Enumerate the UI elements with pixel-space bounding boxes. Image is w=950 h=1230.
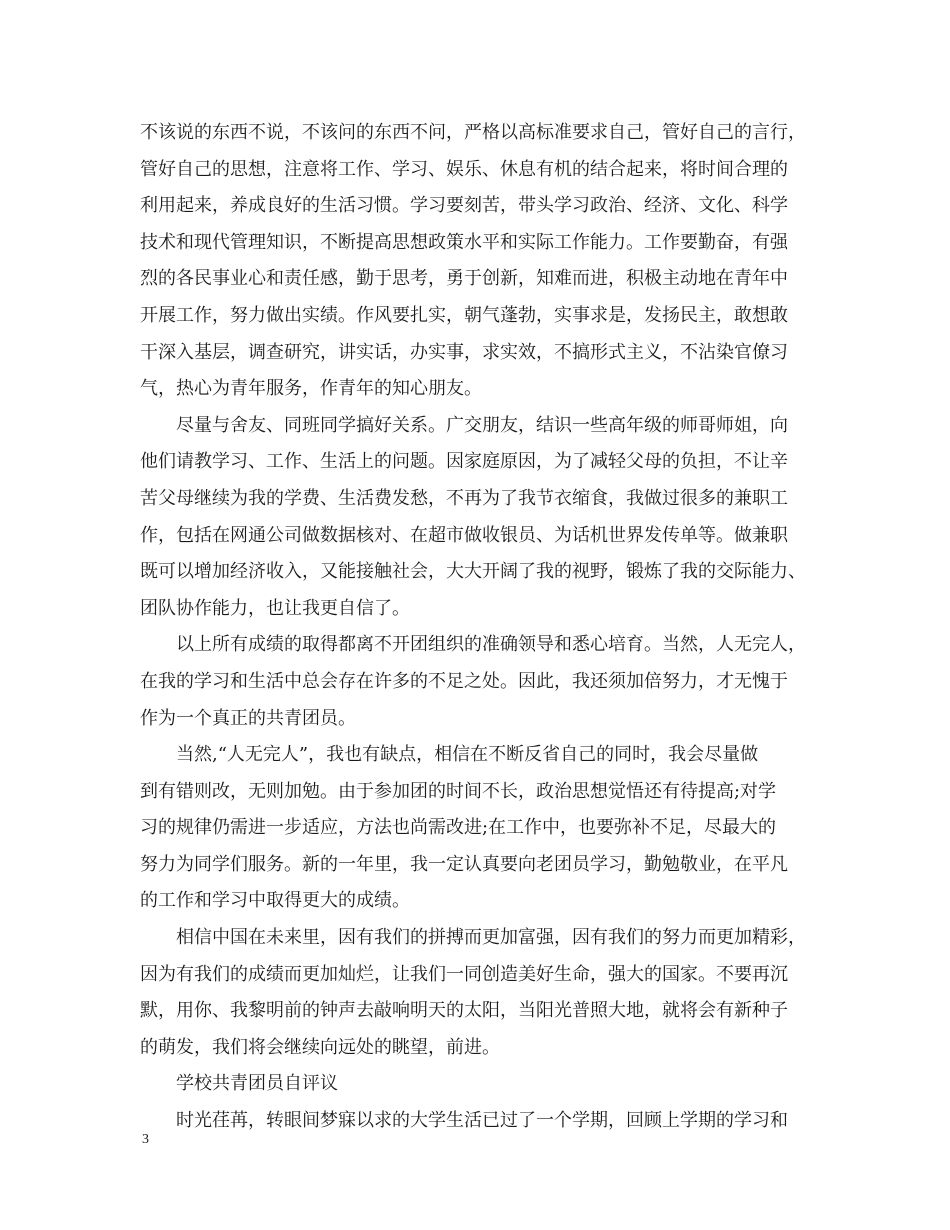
text-line: 学校共青团员自评议 [176,1073,338,1095]
text-line: 不该说的东西不说，不该问的东西不问，严格以高标准要求自己，管好自己的言行， [140,122,806,143]
text-line: 时光荏苒，转眼间梦寐以求的大学生活已过了一个学期，回顾上学期的学习和 [176,1110,788,1132]
text-line: 作为一个真正的共青团员。 [140,707,356,729]
text-line: 以上所有成绩的取得都离不开团组织的准确领导和悉心培育。当然，人无完人， [176,634,806,656]
text-line: 开展工作，努力做出实绩。作风要扎实，朝气蓬勃，实事求是，发扬民主，敢想敢 [140,304,788,326]
text-line: 的工作和学习中取得更大的成绩。 [140,890,410,912]
text-line: 在我的学习和生活中总会存在许多的不足之处。因此，我还须加倍努力，才无愧于 [140,670,788,692]
text-line: 到有错则改，无则加勉。由于参加团的时间不长，政治思想觉悟还有待提高;对学 [140,780,777,802]
text-line: 技术和现代管理知识，不断提高思想政策水平和实际工作能力。工作要勤奋，有强 [140,231,788,253]
text-line: 干深入基层，调查研究，讲实话，办实事，求实效，不搞形式主义，不沾染官僚习 [140,341,788,363]
document-body [140,115,830,1140]
text-line: 的萌发，我们将会继续向远处的眺望，前进。 [140,1036,500,1058]
text-line: 气，热心为青年服务，作青年的知心朋友。 [140,378,482,400]
text-line: 团队协作能力，也让我更自信了。 [140,597,410,619]
text-line: 他们请教学习、工作、生活上的问题。因家庭原因，为了减轻父母的负担，不让辛 [140,451,788,473]
text-line: 习的规律仍需进一步适应，方法也尚需改进;在工作中，也要弥补不足，尽最大的 [140,817,777,839]
page-number: 3 [142,1132,149,1147]
text-line: 烈的各民事业心和责任感，勤于思考，勇于创新，知难而进，积极主动地在青年中 [140,268,788,290]
text-line: 因为有我们的成绩而更加灿烂，让我们一同创造美好生命，强大的国家。不要再沉 [140,963,788,985]
text-line: 苦父母继续为我的学费、生活费发愁，不再为了我节衣缩食，我做过很多的兼职工 [140,487,788,509]
text-line: 管好自己的思想，注意将工作、学习、娱乐、休息有机的结合起来，将时间合理的 [140,158,788,180]
text-line: 既可以增加经济收入，又能接触社会，大大开阔了我的视野，锻炼了我的交际能力、 [140,561,806,583]
text-line: 努力为同学们服务。新的一年里，我一定认真要向老团员学习，勤勉敬业，在平凡 [140,853,788,875]
text-line: 利用起来，养成良好的生活习惯。学习要刻苦，带头学习政治、经济、文化、科学 [140,195,788,217]
text-line: 当然,“人无完人”，我也有缺点，相信在不断反省自己的同时，我会尽量做 [176,744,759,766]
text-line: 作，包括在网通公司做数据核对、在超市做收银员、为话机世界发传单等。做兼职 [140,524,788,546]
text-line: 相信中国在未来里，因有我们的拼搏而更加富强，因有我们的努力而更加精彩， [176,927,806,949]
text-line: 尽量与舍友、同班同学搞好关系。广交朋友，结识一些高年级的师哥师姐，向 [176,414,788,436]
text-line: 默，用你、我黎明前的钟声去敲响明天的太阳，当阳光普照大地，就将会有新种子 [140,1000,788,1022]
